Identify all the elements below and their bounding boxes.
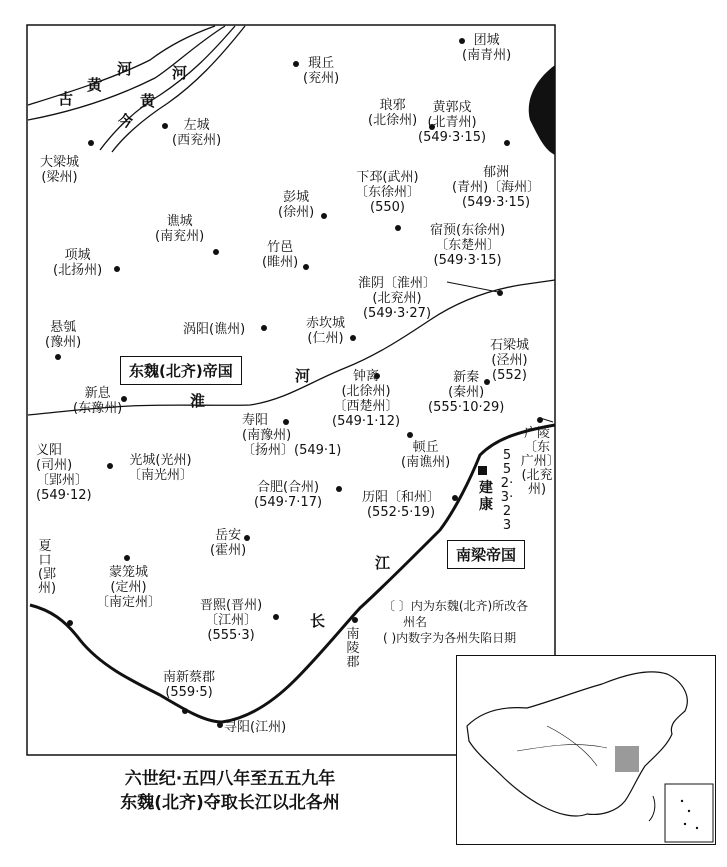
- place-jinxi: 晋熙(晋州) 〔江州〕 (555·3): [200, 598, 263, 643]
- place-hefei: 合肥(合州) (549·7·17): [254, 480, 323, 510]
- city-dot: [107, 463, 113, 469]
- city-dot: [350, 335, 356, 341]
- legend-line-1: 〔 〕内为东魏(北齐)所改各: [383, 599, 529, 613]
- place-xinqin: 新秦 (秦州) (555·10·29): [428, 370, 505, 415]
- place-woyang: 涡阳(谯州): [183, 322, 246, 337]
- place-langya: 琅邪 (北徐州): [368, 98, 418, 128]
- river-label-shou: 今: [118, 112, 134, 130]
- place-tuancheng: 团城 (南青州): [462, 33, 512, 63]
- river-label-old-yellow-3: 河: [117, 60, 133, 78]
- place-huaiyin: 淮阴〔淮州〕 (北兖州) (549·3·27): [358, 276, 437, 321]
- place-shouyang: 寿阳 (南豫州) 〔扬州〕(549·1): [242, 413, 342, 458]
- label-jiankang: 建康: [479, 480, 493, 513]
- river-label-yangtze-1: 江: [375, 554, 391, 572]
- place-zhongli: 钟离 (北徐州) 〔西楚州〕 (549·1·12): [332, 369, 401, 429]
- city-dot: [407, 432, 413, 438]
- place-daliang: 大梁城 (梁州): [40, 155, 80, 185]
- place-zhuyi: 竹邑 (睢州): [262, 240, 299, 270]
- city-dot: [321, 213, 327, 219]
- region-eastern-wei: 东魏(北齐)帝国: [120, 356, 242, 385]
- place-chikan: 赤坎城 (仁州): [306, 316, 346, 346]
- china-inset-map: [456, 655, 716, 845]
- china-outline: [467, 672, 687, 816]
- city-dot: [497, 290, 503, 296]
- city-dot: [273, 614, 279, 620]
- place-guangcheng: 光城(光州) 〔南光州〕: [128, 453, 194, 483]
- river-label-yellow-2: 黄: [140, 92, 156, 110]
- place-shiliang: 石梁城 (泾州) (552): [490, 338, 530, 383]
- place-pengcheng: 彭城 (徐州): [278, 190, 315, 220]
- city-dot: [293, 61, 299, 67]
- city-dot: [261, 325, 267, 331]
- river-label-huai-1: 淮: [190, 392, 206, 410]
- city-dot: [182, 708, 188, 714]
- city-dot: [336, 486, 342, 492]
- city-dot: [352, 617, 358, 623]
- place-yuean: 岳安 (霍州): [210, 528, 247, 558]
- city-dot: [55, 354, 61, 360]
- south-china-sea-box: [665, 784, 713, 842]
- place-yuzhou: 郁洲 (青州)〔海州〕 (549·3·15): [452, 165, 541, 210]
- place-yiyang: 义阳 (司州) 〔郢州〕 (549·12): [36, 443, 92, 503]
- city-dot: [217, 722, 223, 728]
- place-suyu: 宿预(东徐州) 〔东楚州〕 (549·3·15): [430, 223, 506, 268]
- place-xuanhu: 悬瓠 (豫州): [45, 320, 82, 350]
- legend: [383, 598, 528, 646]
- jiankang-capital-marker: [478, 466, 487, 475]
- place-huangguo: 黄郭戍 (北青州) (549·3·15): [418, 100, 487, 145]
- place-xiaqiu: 瑕丘 (兖州): [303, 56, 340, 86]
- label-jiankang-date: 552·3·23: [500, 448, 514, 533]
- place-mengcong: 蒙笼城 (定州) 〔南定州〕: [96, 565, 162, 610]
- river-label-old-yellow-2: 黄: [87, 76, 103, 94]
- inset-highlight-area: [615, 746, 639, 772]
- legend-line-3: ( )内数字为各州失陷日期: [383, 631, 517, 645]
- river-label-yangtze-2: 长: [310, 612, 326, 630]
- map-title-line-1: 六世纪·五四八年至五五九年: [124, 769, 336, 789]
- place-xinxi: 新息 (东豫州): [73, 386, 123, 416]
- city-dot: [124, 555, 130, 561]
- legend-line-2: 州名: [403, 615, 428, 629]
- city-dot: [395, 225, 401, 231]
- place-liyang: 历阳〔和州〕 (552·5·19): [362, 490, 441, 520]
- river-label-huai-2: 河: [295, 367, 311, 385]
- city-dot: [67, 620, 73, 626]
- river-label-old-yellow-1: 古: [58, 90, 74, 108]
- city-dot: [452, 495, 458, 501]
- city-dot: [88, 140, 94, 146]
- city-dot: [162, 123, 168, 129]
- place-nanxincai: 南新蔡郡 (559·5): [163, 670, 216, 700]
- city-dot: [303, 264, 309, 270]
- label-xiakou: 夏口(郢州): [38, 539, 57, 596]
- place-zuocheng: 左城 (西兖州): [172, 118, 222, 148]
- city-dot: [213, 249, 219, 255]
- label-guangling: 广陵〔东广州〕(北兖州): [520, 426, 554, 497]
- place-xunyang: 寻阳(江州): [224, 720, 287, 735]
- sea-area: [529, 65, 555, 155]
- place-xiapi: 下邳(武州) 〔东徐州〕 (550): [355, 170, 421, 215]
- place-dunqiu: 顿丘 (南谯州): [401, 440, 451, 470]
- label-nanling: 南陵郡: [346, 627, 360, 670]
- place-qiaocheng: 谯城 (南兖州): [155, 214, 205, 244]
- map-title-line-2: 东魏(北齐)夺取长江以北各州: [120, 793, 340, 813]
- city-dot: [537, 417, 543, 423]
- river-label-yellow-1: 河: [172, 64, 188, 82]
- place-xiangcheng: 项城 (北扬州): [53, 248, 103, 278]
- city-dot: [114, 266, 120, 272]
- city-dot: [504, 140, 510, 146]
- region-southern-liang: 南梁帝国: [447, 540, 525, 569]
